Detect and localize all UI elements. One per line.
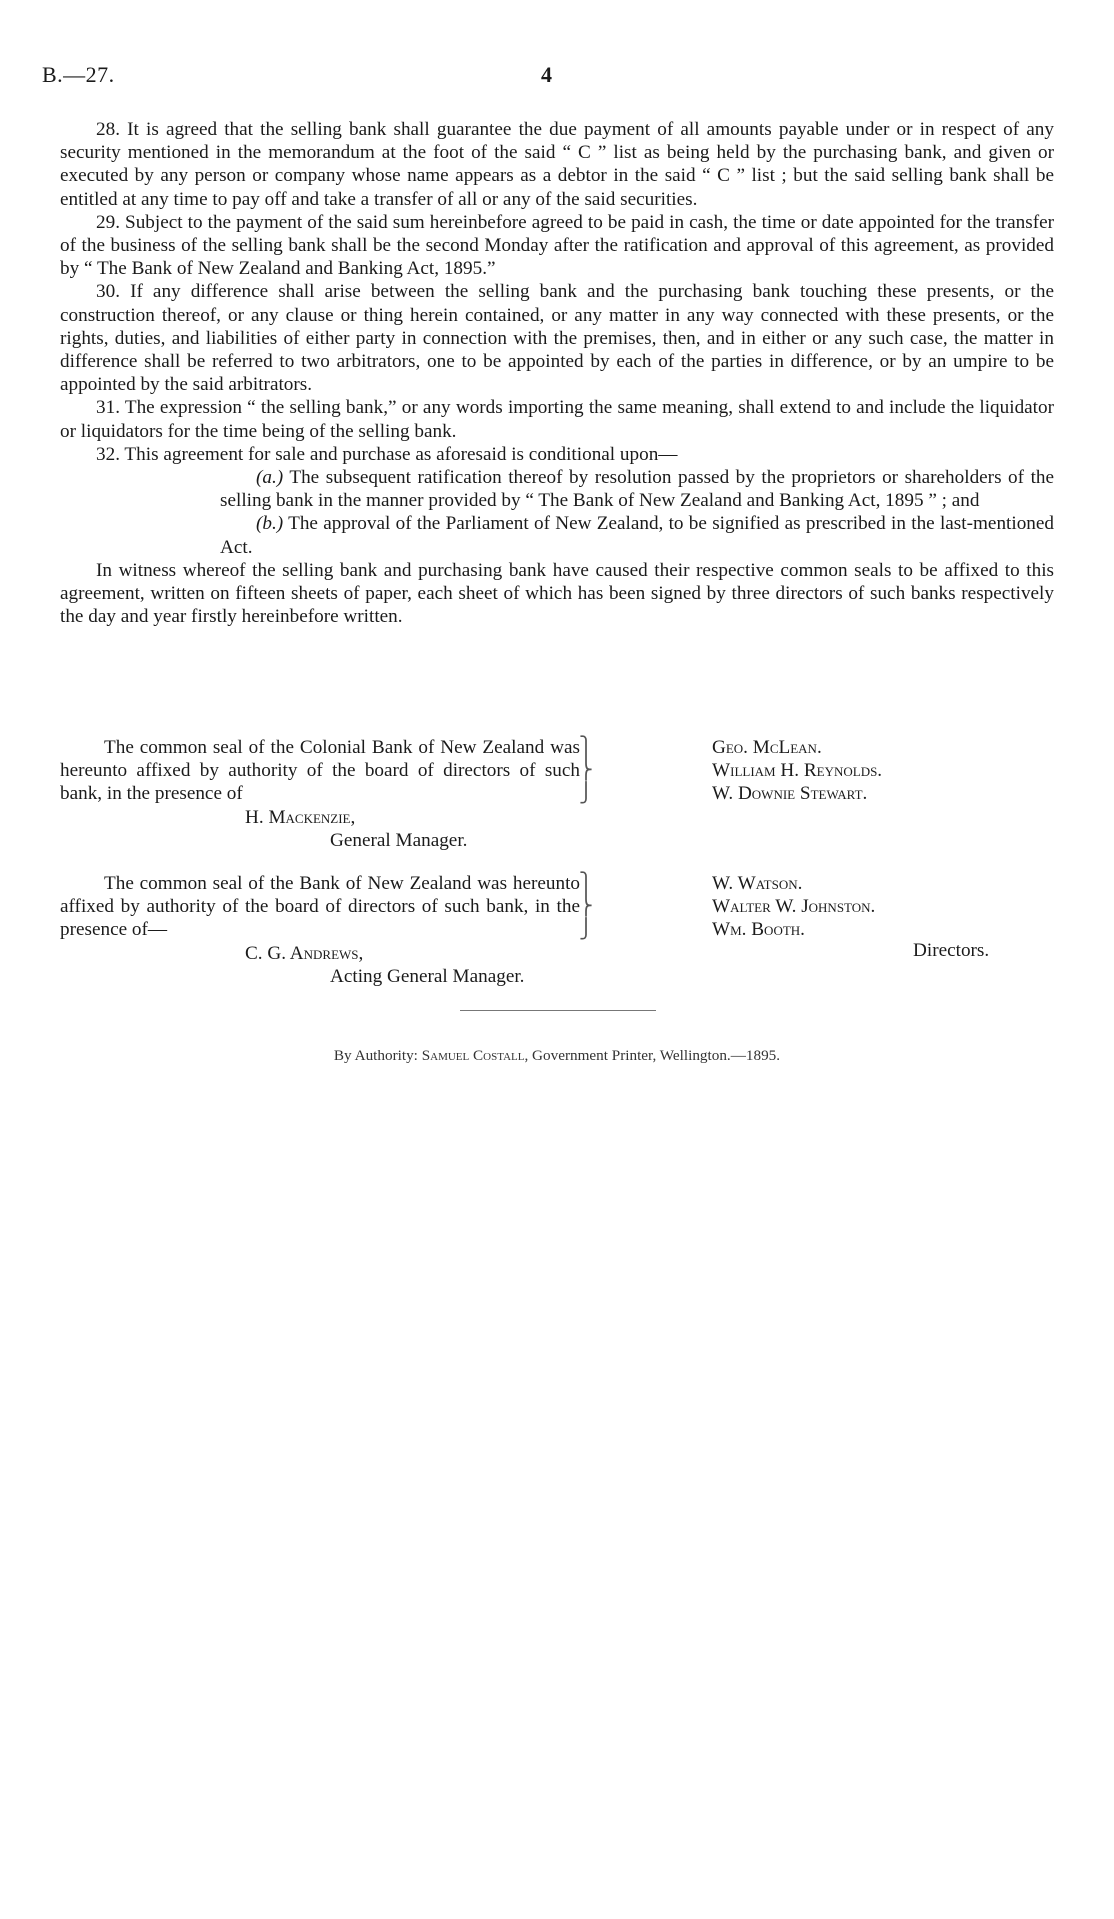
witness-name: C. G. Andrews, [245, 942, 364, 964]
clause-31: 31. The expression “ the selling bank,” or any words importing the same meaning, shall extend to and include the liquidator or liquidators for the time being of the selling bank. [60, 397, 1054, 442]
signer: Walter W. Johnston. [712, 896, 876, 918]
seal-bank-of-new-zealand [60, 872, 580, 988]
condition-a-text: The subsequent ratification thereof by resolution passed by the proprietors or shareholders of the selling bank in the manner provided by “ The Bank of New Zealand and Banking Act, 1895 ” ; and [220, 467, 1055, 512]
clause-28: 28. It is agreed that the selling bank shall guarantee the due payment of all amounts payable under or in respect of any security mentioned in the memorandum at the foot of the said “ C ” list as being held by the purchasing bank, and given or executed by any person or company whose name appears as a debtor in the said “ C ” list ; but the said selling bank shall be entitled at any time to pay off and take a transfer of all or any of the said securities. [60, 119, 1054, 210]
clause-30: 30. If any difference shall arise between the selling bank and the purchasing bank touching these presents, or the construction thereof, or any clause or thing herein contained, or any matter in any way connected with these presents, or the rights, duties, and liabilities of either party in connection with the premises, then, and in either or any such case, the matter in difference shall be referred to two arbitrators, one to be appointed by each of the parties in difference, or by an umpire to be appointed by the said arbitrators. [60, 281, 1054, 396]
directors-label: Directors. [913, 940, 990, 961]
seal-colonial-bank [60, 736, 580, 852]
witness-title: General Manager. [330, 829, 468, 851]
witness-clause: In witness whereof the selling bank and purchasing bank have caused their respective common seals to be affixed to this agreement, written on fifteen sheets of paper, each sheet of which has been signed by three directors of such banks respectively the day and year firstly hereinbefore written. [60, 559, 1054, 628]
signer: W. Downie Stewart. [712, 783, 868, 805]
clause-32: 32. This agreement for sale and purchase as aforesaid is conditional upon— [96, 443, 678, 465]
document-reference: B.—27. [42, 62, 115, 87]
page-number: 4 [541, 62, 552, 87]
printer-name: Samuel Costall, [421, 1047, 529, 1064]
footer-rule [460, 1010, 656, 1011]
witness-title: Acting General Manager. [330, 965, 525, 987]
condition-a-label: (a.) [256, 467, 284, 489]
signer: Wm. Booth. [712, 919, 805, 941]
witness-name: H. Mackenzie, [245, 806, 356, 828]
seal-text: The common seal of the Colonial Bank of New Zealand was hereunto affixed by authority of the board of directors of such bank, in the presence of [60, 737, 580, 805]
brace-icon: ⎫ ⎬ ⎭ [578, 737, 594, 805]
signer: W. Watson. [712, 873, 803, 894]
agreement-body [60, 118, 1054, 628]
condition-b-text: The approval of the Parliament of New Zealand, to be signified as prescribed in the last-mentioned Act. [220, 513, 1054, 558]
signers-colonial-bank [712, 736, 882, 806]
signer: William H. Reynolds. [712, 760, 883, 782]
condition-a [60, 466, 1054, 512]
imprint-suffix: Government Printer, Wellington.—1895. [532, 1047, 781, 1064]
signers-bank-of-new-zealand [712, 872, 875, 942]
clause-29: 29. Subject to the payment of the said sum hereinbefore agreed to be paid in cash, the time or date appointed for the transfer of the business of the selling bank shall be the second Monday after the ratification and approval of this agreement, as provided by “ The Bank of New Zealand and Banking Act, 1895.” [60, 211, 1054, 280]
condition-b-label: (b.) [256, 513, 284, 535]
imprint-prefix: By Authority: [333, 1047, 418, 1064]
printer-imprint [0, 1047, 1114, 1065]
signer: Geo. McLean. [712, 737, 822, 758]
brace-icon: ⎫ ⎬ ⎭ [578, 873, 594, 941]
seal-text: The common seal of the Bank of New Zealand was hereunto affixed by authority of the board of directors of such bank, in the presence of— [60, 873, 580, 941]
condition-b [60, 512, 1054, 558]
